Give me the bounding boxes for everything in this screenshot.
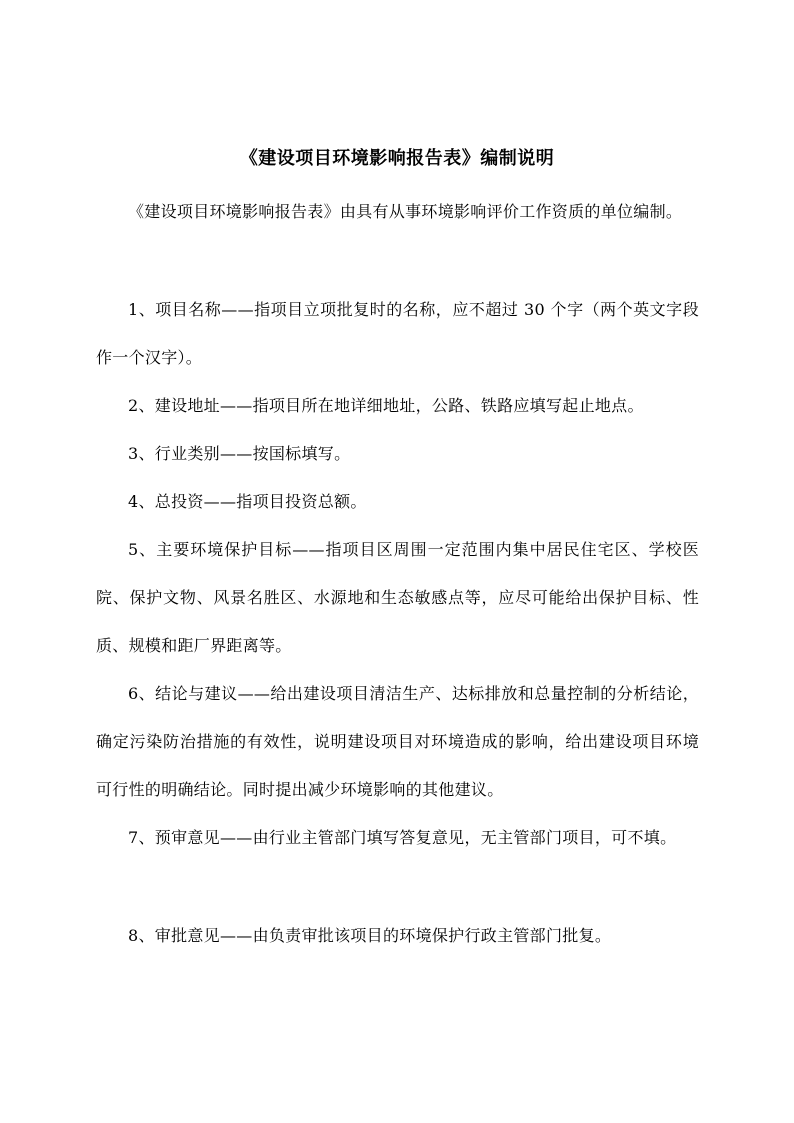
paragraph-intro: 《建设项目环境影响报告表》由具有从事环境影响评价工作资质的单位编制。	[128, 202, 683, 221]
paragraph-item-6: 6、结论与建议——给出建设项目清洁生产、达标排放和总量控制的分析结论，确定污染防治措施的有效性，说明建设项目对环境造成的影响，给出建设项目环境可行性的明确结论。同时提出减少环境影响的其他建议。	[96, 684, 699, 799]
paragraph-item-3: 3、行业类别——按国标填写。	[128, 444, 351, 463]
paragraph-item-8: 8、审批意见——由负责审批该项目的环境保护行政主管部门批复。	[128, 926, 612, 945]
paragraph-item-4: 4、总投资——指项目投资总额。	[128, 492, 367, 511]
paragraph-item-2: 2、建设地址——指项目所在地详细地址，公路、铁路应填写起止地点。	[128, 396, 644, 415]
paragraph-item-1: 1、项目名称——指项目立项批复时的名称，应不超过 30 个字（两个英文字段作一个汉字）。	[96, 300, 699, 367]
paragraph-item-7: 7、预审意见——由行业主管部门填写答复意见，无主管部门项目，可不填。	[128, 828, 677, 847]
document-title: 《建设项目环境影响报告表》编制说明	[239, 148, 555, 169]
paragraph-item-5: 5、主要环境保护目标——指项目区周围一定范围内集中居民住宅区、学校医院、保护文物、风景名胜区、水源地和生态敏感点等，应尽可能给出保护目标、性质、规模和距厂界距离等。	[96, 540, 699, 655]
